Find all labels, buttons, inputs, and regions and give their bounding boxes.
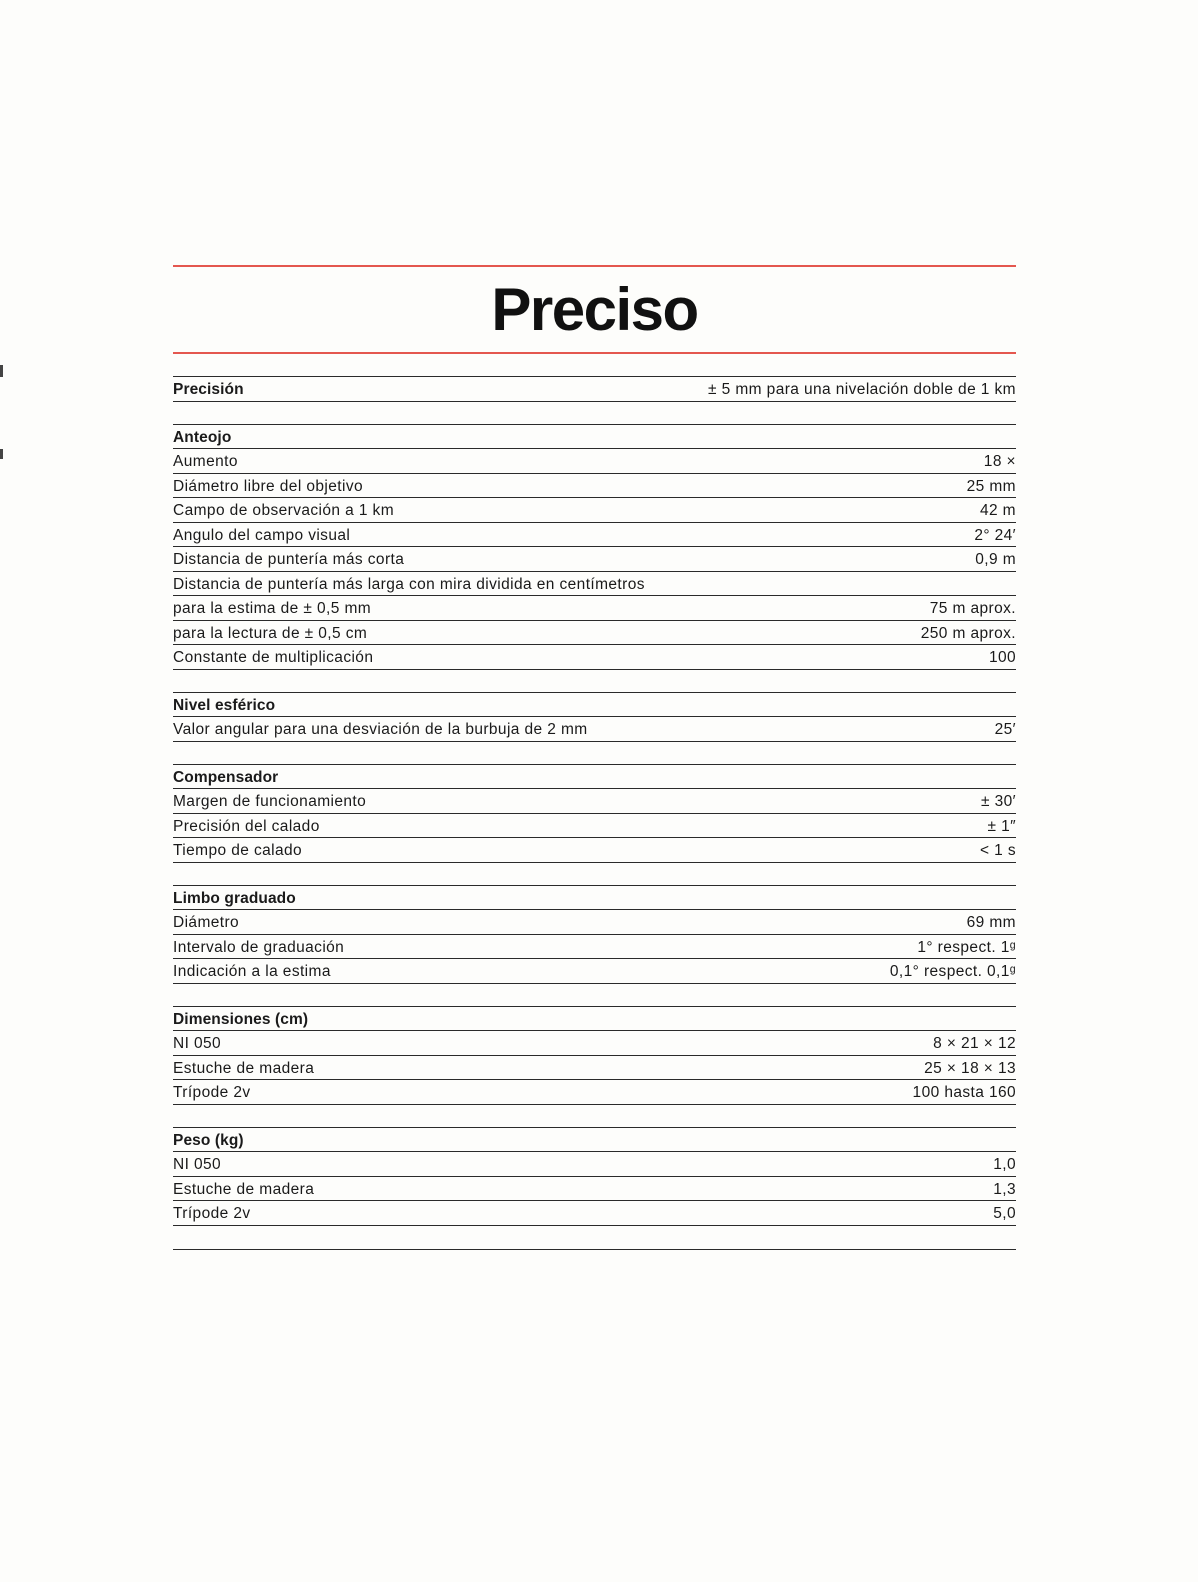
spec-value: 1,0: [993, 1156, 1016, 1174]
spec-label: para la lectura de ± 0,5 cm: [173, 624, 368, 642]
spec-label: Indicación a la estima: [173, 963, 331, 981]
spec-value: 69 mm: [966, 914, 1016, 932]
spec-label: Intervalo de graduación: [173, 938, 345, 956]
spec-value: 8 × 21 × 12: [933, 1035, 1016, 1053]
spec-row: [173, 498, 1016, 523]
section-heading-label: Anteojo: [173, 428, 232, 446]
section-heading: [173, 886, 1016, 911]
spec-value: 25′: [994, 721, 1016, 739]
spec-value: 100: [988, 649, 1016, 667]
section-heading-label: Compensador: [173, 768, 279, 786]
spec-label: Diámetro: [173, 914, 240, 932]
spec-label: Estuche de madera: [173, 1059, 315, 1077]
page-title: Preciso: [491, 276, 698, 343]
spec-row: [173, 474, 1016, 499]
section-peso-kg: [173, 1127, 1016, 1226]
spec-row: [173, 449, 1016, 474]
spec-row: [173, 596, 1016, 621]
section-heading-value: ± 5 mm para una nivelación doble de 1 km: [708, 381, 1016, 399]
spec-label: para la estima de ± 0,5 mm: [173, 600, 372, 618]
spec-label: Angulo del campo visual: [173, 526, 351, 544]
section-heading: [173, 1128, 1016, 1153]
spec-label: Valor angular para una desviación de la burbuja de 2 mm: [173, 721, 588, 739]
section-dimensiones-cm: [173, 1006, 1016, 1105]
spec-label: Trípode 2v: [173, 1084, 251, 1102]
spec-value: 0,9 m: [975, 551, 1016, 569]
spec-label: Tiempo de calado: [173, 842, 303, 860]
spec-row: [173, 717, 1016, 742]
spec-row: [173, 838, 1016, 863]
section-limbo-graduado: [173, 885, 1016, 984]
spec-label: Estuche de madera: [173, 1180, 315, 1198]
spec-row: [173, 959, 1016, 984]
title-rule-bottom: [173, 352, 1016, 354]
spec-label: Distancia de puntería más corta: [173, 551, 405, 569]
spec-label: Distancia de puntería más larga con mira dividida en centímetros: [173, 575, 645, 593]
spec-row: [173, 572, 1016, 597]
spec-value: 0,1° respect. 0,1ᵍ: [889, 963, 1016, 981]
spec-value: 5,0: [993, 1205, 1016, 1223]
spec-row: [173, 523, 1016, 548]
spec-label: Trípode 2v: [173, 1205, 251, 1223]
spec-value: ± 30′: [981, 793, 1016, 811]
spec-value: 250 m aprox.: [920, 624, 1016, 642]
spec-row: [173, 1152, 1016, 1177]
spec-value: 25 mm: [966, 477, 1016, 495]
spec-label: Diámetro libre del objetivo: [173, 477, 363, 495]
spec-sheet: [173, 265, 1016, 1250]
spec-value: 1,3: [993, 1180, 1016, 1198]
spec-row: [173, 910, 1016, 935]
spec-row: [173, 789, 1016, 814]
spec-row: [173, 547, 1016, 572]
spec-label: Margen de funcionamiento: [173, 793, 367, 811]
spec-row: [173, 1080, 1016, 1105]
spec-label: NI 050: [173, 1156, 222, 1174]
section-heading-label: Precisión: [173, 381, 244, 399]
specifications-table: [173, 376, 1016, 1250]
spec-row: [173, 621, 1016, 646]
spec-value: 2° 24′: [974, 526, 1016, 544]
spec-value: 1° respect. 1ᵍ: [917, 938, 1016, 956]
section-heading: [173, 693, 1016, 718]
section-heading: [173, 377, 1016, 402]
scan-edge-mark-top: [0, 365, 3, 377]
section-heading: [173, 765, 1016, 790]
spec-label: Constante de multiplicación: [173, 649, 374, 667]
spec-row: [173, 1177, 1016, 1202]
spec-row: [173, 1056, 1016, 1081]
section-heading-label: Dimensiones (cm): [173, 1010, 309, 1028]
section-heading-label: Nivel esférico: [173, 696, 276, 714]
section-anteojo: [173, 424, 1016, 670]
section-heading-label: Limbo graduado: [173, 889, 296, 907]
spec-row: [173, 1031, 1016, 1056]
spec-row: [173, 1201, 1016, 1226]
spec-row: [173, 935, 1016, 960]
section-heading: [173, 1007, 1016, 1032]
spec-label: Campo de observación a 1 km: [173, 502, 395, 520]
section-heading: [173, 425, 1016, 450]
spec-value: 100 hasta 160: [912, 1084, 1016, 1102]
spec-value: 25 × 18 × 13: [924, 1059, 1016, 1077]
spec-label: Aumento: [173, 453, 238, 471]
spec-value: ± 1″: [987, 817, 1016, 835]
spec-value: 42 m: [979, 502, 1016, 520]
spec-value: < 1 s: [979, 842, 1016, 860]
section-heading-label: Peso (kg): [173, 1131, 244, 1149]
spec-label: Precisión del calado: [173, 817, 320, 835]
spec-row: [173, 814, 1016, 839]
spec-row: [173, 645, 1016, 670]
scan-edge-mark-bottom: [0, 449, 3, 459]
spec-value: 75 m aprox.: [929, 600, 1016, 618]
section-precision: [173, 376, 1016, 402]
section-nivel-esferico: [173, 692, 1016, 742]
section-compensador: [173, 764, 1016, 863]
spec-value: 18 ×: [983, 453, 1016, 471]
spec-label: NI 050: [173, 1035, 222, 1053]
closing-rule: [173, 1249, 1016, 1250]
